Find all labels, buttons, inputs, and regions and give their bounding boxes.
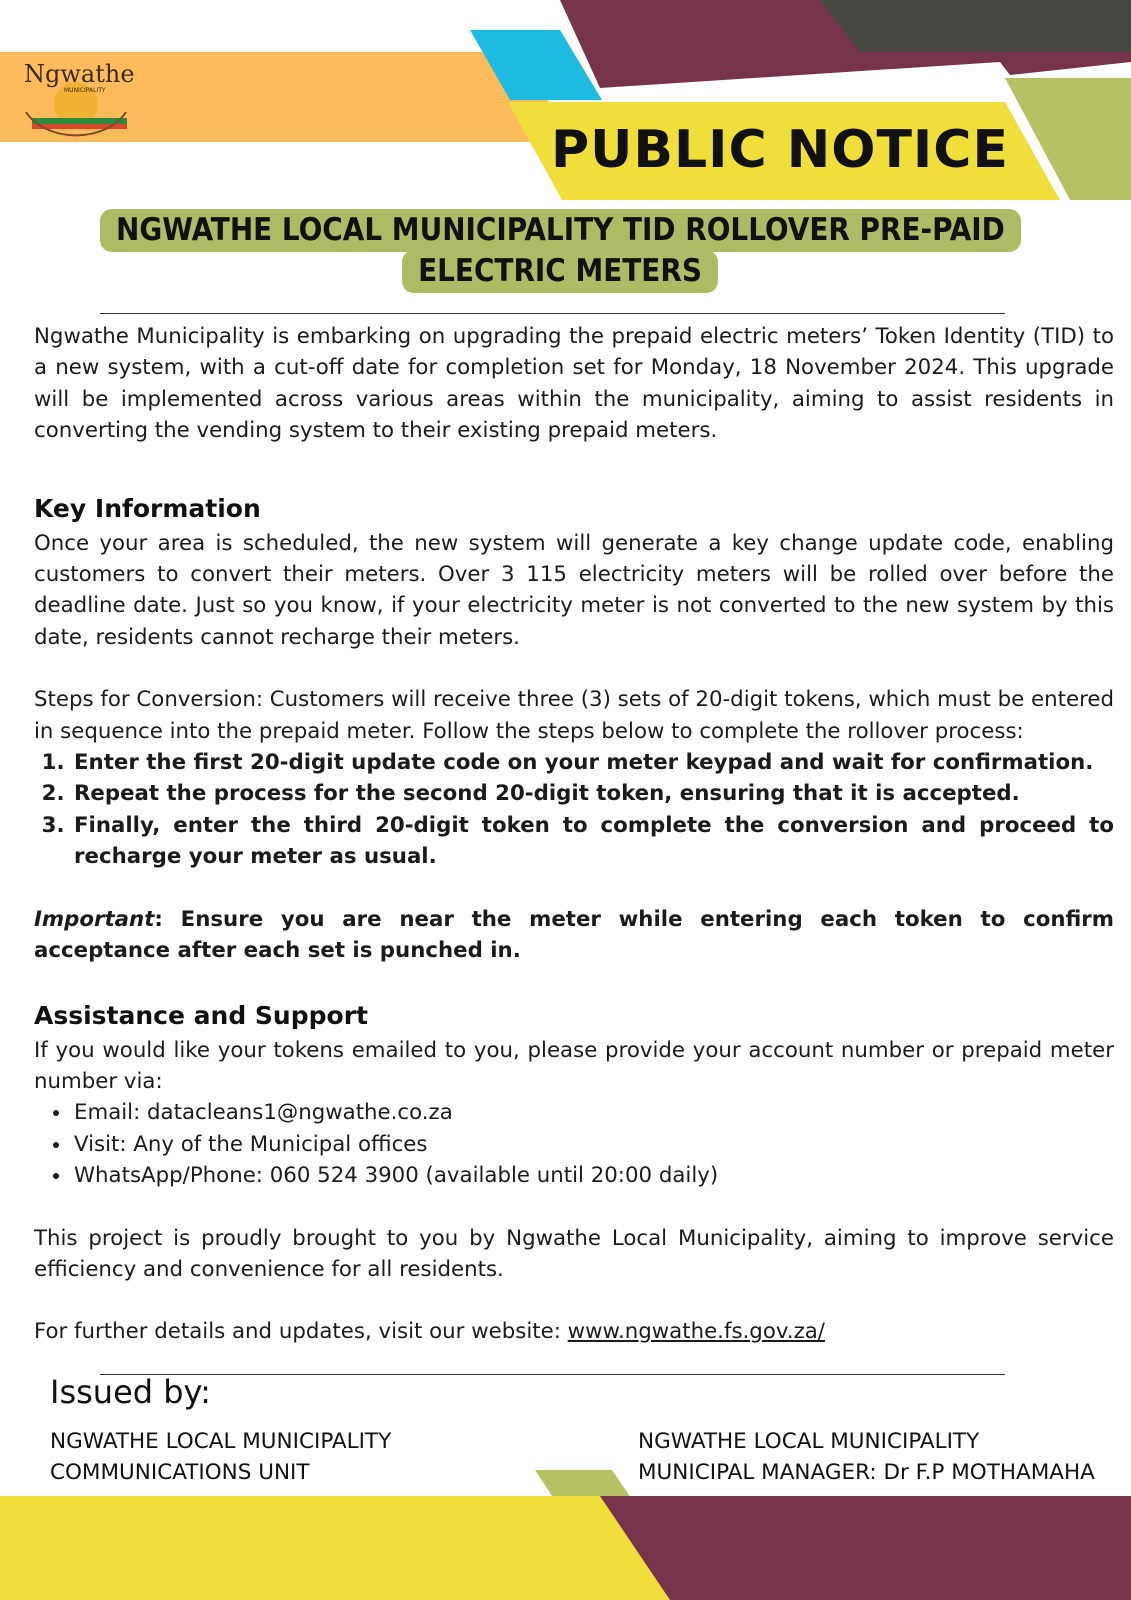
support-paragraph: If you would like your tokens emailed to you, please provide your account number or prepaid meter number via: [34,1037,1114,1094]
contact-visit: • Visit: Any of the Municipal offices [72,1129,1114,1160]
public-notice-title: PUBLIC NOTICE [551,120,1009,180]
closing-paragraph: This project is proudly brought to you by Ngwathe Local Municipality, aiming to improve service efficiency and convenience for all residents. [34,1225,1114,1282]
issuer-left-line1: NGWATHE LOCAL MUNICIPALITY [50,1429,392,1454]
contact-email: • Email: datacleans1@ngwathe.co.za [72,1097,1114,1128]
important-label: Important [34,906,155,932]
headline-text: NGWATHE LOCAL MUNICIPALITY TID ROLLOVER PRE-PAID ELECTRIC METERS [100,209,1021,293]
issuer-right-line1: NGWATHE LOCAL MUNICIPALITY [638,1429,980,1454]
svg-text:MUNICIPALITY: MUNICIPALITY [64,87,106,94]
divider-top [100,313,1005,314]
municipality-logo [14,52,139,142]
issued-by-label: Issued by: [50,1373,211,1411]
issuer-right-line2: MUNICIPAL MANAGER: Dr F.P MOTHAMAHA [638,1460,1095,1485]
svg-text:Ngwathe: Ngwathe [24,60,135,88]
step-item: 1. Enter the first 20-digit update code on your meter keypad and wait for confirmation. [72,747,1114,778]
website-link[interactable]: www.ngwathe.fs.gov.za/ [567,1319,825,1345]
step-item: 3. Finally, enter the third 20-digit token to complete the conversion and proceed to recharge your meter as usual. [72,810,1114,873]
website-line [34,1316,1114,1347]
issuer-left [50,1426,391,1488]
notice-body [34,321,1114,1348]
step-item: 2. Repeat the process for the second 20-digit token, ensuring that it is accepted. [72,778,1114,809]
steps-list [34,747,1114,873]
contact-phone: • WhatsApp/Phone: 060 524 3900 (available until 20:00 daily) [72,1160,1114,1191]
key-info-paragraph: Once your area is scheduled, the new system will generate a key change update code, enabling customers to convert their meters. Over 3 115 electricity meters will be rolled over before the deadline date. Just so you know, if your electricity meter is not converted to the new system by this date, residents cannot recharge their meters. [34,530,1114,650]
divider-bottom [100,1374,1005,1375]
notice-headline [100,210,1020,292]
important-text: : Ensure you are near the meter while entering each token to confirm acceptance after each set is punched in. [34,906,1114,964]
intro-paragraph: Ngwathe Municipality is embarking on upgrading the prepaid electric meters’ Token Identity (TID) to a new system, with a cut-off date for completion set for Monday, 18 November 2024. This upgrade will be implemented across various areas within the municipality, aiming to assist residents in converting the vending system to their existing prepaid meters. [34,324,1114,444]
footer-decoration [0,1470,1131,1600]
steps-intro: Steps for Conversion: Customers will receive three (3) sets of 20-digit tokens, which must be entered in sequence into the prepaid meter. Follow the steps below to complete the rollover process: [34,687,1114,744]
issuer-left-line2: COMMUNICATIONS UNIT [50,1460,310,1485]
support-heading: Assistance and Support [34,1000,368,1030]
support-list [34,1097,1114,1191]
issuer-right [638,1426,1095,1488]
key-info-heading: Key Information [34,493,261,523]
important-note [34,904,1114,967]
website-prefix: For further details and updates, visit our website: [34,1319,568,1345]
